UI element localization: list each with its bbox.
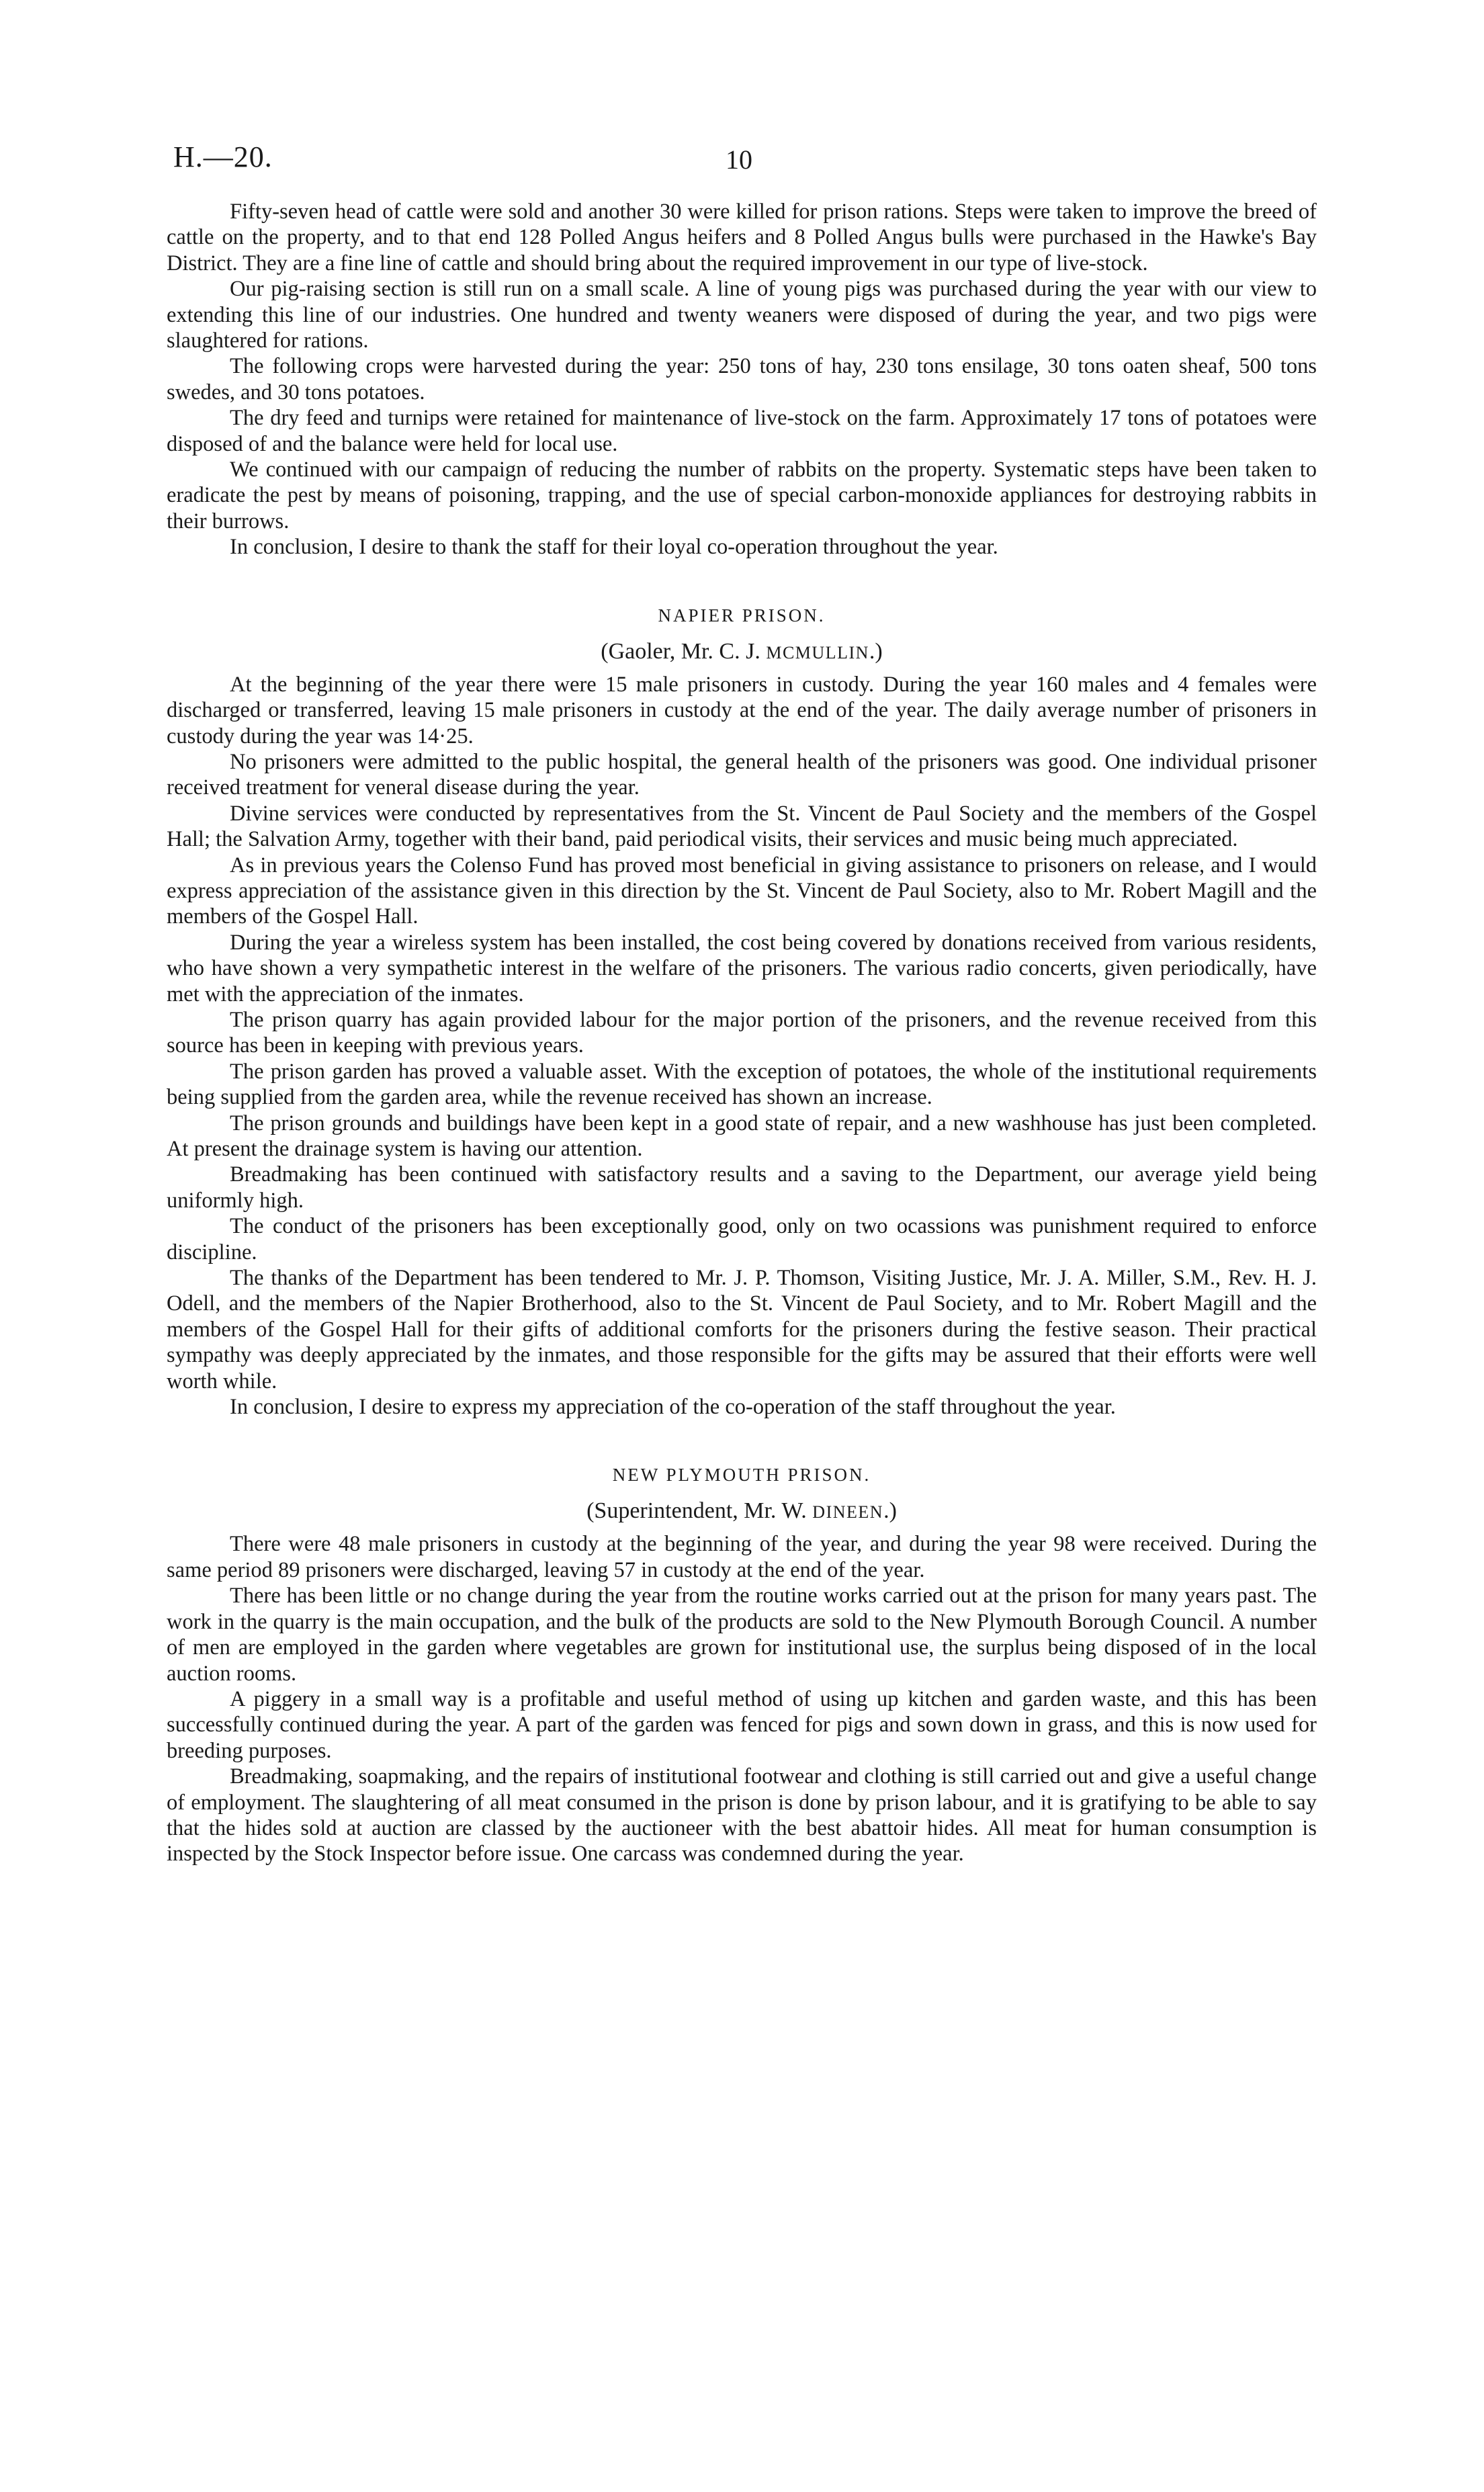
officer-surname: MCMULLIN bbox=[766, 642, 869, 662]
section-heading: NEW PLYMOUTH PRISON. bbox=[612, 1465, 871, 1486]
document-reference: H.—20. bbox=[173, 140, 273, 173]
page-number: 10 bbox=[726, 144, 752, 175]
paragraph: As in previous years the Colenso Fund has proved most beneficial in giving assistance to prisoners on release, and I would express appreciation of the assistance given in this direction by the St. Vincent de Paul Society, also to Mr. Robert Magill and the members of the Gospel Hall. bbox=[167, 853, 1317, 929]
paragraph: Fifty-seven head of cattle were sold and another 30 were killed for prison rations. Steps were taken to improve the breed of cattle on the property, and to that end 128 Polled Angus heifers and 8 Polled Angus bulls were purchased in the Hawke's Bay District. They are a fine line of cattle and should bring about the required improvement in our type of live-stock. bbox=[167, 200, 1317, 275]
paragraph: The prison grounds and buildings have been kept in a good state of repair, and a new washhouse has just been completed. At present the drainage system is having our attention. bbox=[167, 1111, 1317, 1161]
paragraph: Breadmaking, soapmaking, and the repairs of institutional footwear and clothing is still carried out and give a useful change of employment. The slaughtering of all meat consumed in the prison is done by prison labour, and it is gratifying to be able to say that the hides sold at auction are classed by the auctioneer with the best abattoir hides. All meat for human consumption is inspected by the Stock Inspector before issue. One carcass was condemned during the year. bbox=[167, 1764, 1317, 1866]
officer-title: (Superintendent, Mr. W. bbox=[586, 1498, 813, 1524]
paragraph: We continued with our campaign of reducing the number of rabbits on the property. Systematic steps have been taken to eradicate the pest by means of poisoning, trapping, and the use of special carbon-monoxide appliances for destroying rabbits in their burrows. bbox=[167, 458, 1317, 533]
paragraph: There were 48 male prisoners in custody at the beginning of the year, and during the year 98 were received. During the same period 89 prisoners were discharged, leaving 57 in custody at the end of the year. bbox=[167, 1532, 1317, 1582]
paragraph: The thanks of the Department has been tendered to Mr. J. P. Thomson, Visiting Justice, Mr. J. A. Miller, S.M., Rev. H. J. Odell, and the members of the Napier Brotherhood, also to the St. Vincent de Paul Society, and to Mr. Robert Magill and the members of the Gospel Hall for their gifts of additional comforts for the prisoners during the festive season. Their practical sympathy was deeply appreciated by the inmates, and those responsible for the gifts may be assured that their efforts were well worth while. bbox=[167, 1266, 1317, 1393]
officer-suffix: .) bbox=[883, 1498, 897, 1524]
section-officer-line bbox=[167, 1498, 1317, 1526]
paragraph: In conclusion, I desire to express my appreciation of the co-operation of the staff throughout the year. bbox=[230, 1395, 1116, 1420]
paragraph: There has been little or no change during the year from the routine works carried out at the prison for many years past. The work in the quarry is the main occupation, and the bulk of the products are sold to the New Plymouth Borough Council. A number of men are employed in the garden where vegetables are grown for institutional use, the surplus being disposed of in the local auction rooms. bbox=[167, 1584, 1317, 1686]
paragraph: The dry feed and turnips were retained for maintenance of live-stock on the farm. Approximately 17 tons of potatoes were disposed of and the balance were held for local use. bbox=[167, 406, 1317, 456]
paragraph: No prisoners were admitted to the public hospital, the general health of the prisoners was good. One individual prisoner received treatment for veneral disease during the year. bbox=[167, 749, 1317, 800]
paragraph: In conclusion, I desire to thank the staff for their loyal co-operation throughout the year. bbox=[230, 535, 998, 560]
new-plymouth-prison-section bbox=[167, 1461, 1317, 1866]
officer-suffix: .) bbox=[869, 638, 883, 664]
paragraph: The conduct of the prisoners has been exceptionally good, only on two ocassions was punishment required to enforce discipline. bbox=[167, 1214, 1317, 1264]
page-body bbox=[167, 199, 1317, 1867]
farm-report-section bbox=[167, 199, 1317, 560]
napier-prison-section bbox=[167, 602, 1317, 1420]
paragraph: A piggery in a small way is a profitable and useful method of using up kitchen and garden waste, and this has been successfully continued during the year. A part of the garden was fenced for pigs and sown down in grass, and this is now used for breeding purposes. bbox=[167, 1686, 1317, 1763]
section-heading: NAPIER PRISON. bbox=[658, 605, 826, 626]
officer-title: (Gaoler, Mr. C. J. bbox=[601, 638, 767, 664]
paragraph: Breadmaking has been continued with satisfactory results and a saving to the Department, our average yield being uniformly high. bbox=[167, 1162, 1317, 1213]
paragraph: The following crops were harvested during the year: 250 tons of hay, 230 tons ensilage, 30 tons oaten sheaf, 500 tons swedes, and 30 tons potatoes. bbox=[167, 354, 1317, 404]
paragraph: Our pig-raising section is still run on a small scale. A line of young pigs was purchased during the year with our view to extending this line of our industries. One hundred and twenty weaners were disposed of during the year, and two pigs were slaughtered for rations. bbox=[167, 277, 1317, 353]
paragraph: During the year a wireless system has been installed, the cost being covered by donations received from various residents, who have shown a very sympathetic interest in the welfare of the prisoners. The various radio concerts, given periodically, have met with the appreciation of the inmates. bbox=[167, 930, 1317, 1006]
paragraph: At the beginning of the year there were 15 male prisoners in custody. During the year 160 males and 4 females were discharged or transferred, leaving 15 male prisoners in custody at the end of the year. The daily average number of prisoners in custody during the year was 14·25. bbox=[167, 672, 1317, 748]
paragraph: Divine services were conducted by representatives from the St. Vincent de Paul Society and the members of the Gospel Hall; the Salvation Army, together with their band, paid periodical visits, their services and music being much appreciated. bbox=[167, 801, 1317, 852]
paragraph: The prison garden has proved a valuable asset. With the exception of potatoes, the whole of the institutional requirements being supplied from the garden area, while the revenue received has shown an increase. bbox=[167, 1059, 1317, 1110]
officer-surname: DINEEN bbox=[812, 1502, 884, 1522]
section-officer-line bbox=[167, 638, 1317, 667]
paragraph: The prison quarry has again provided labour for the major portion of the prisoners, and the revenue received from this source has been in keeping with previous years. bbox=[167, 1007, 1317, 1058]
